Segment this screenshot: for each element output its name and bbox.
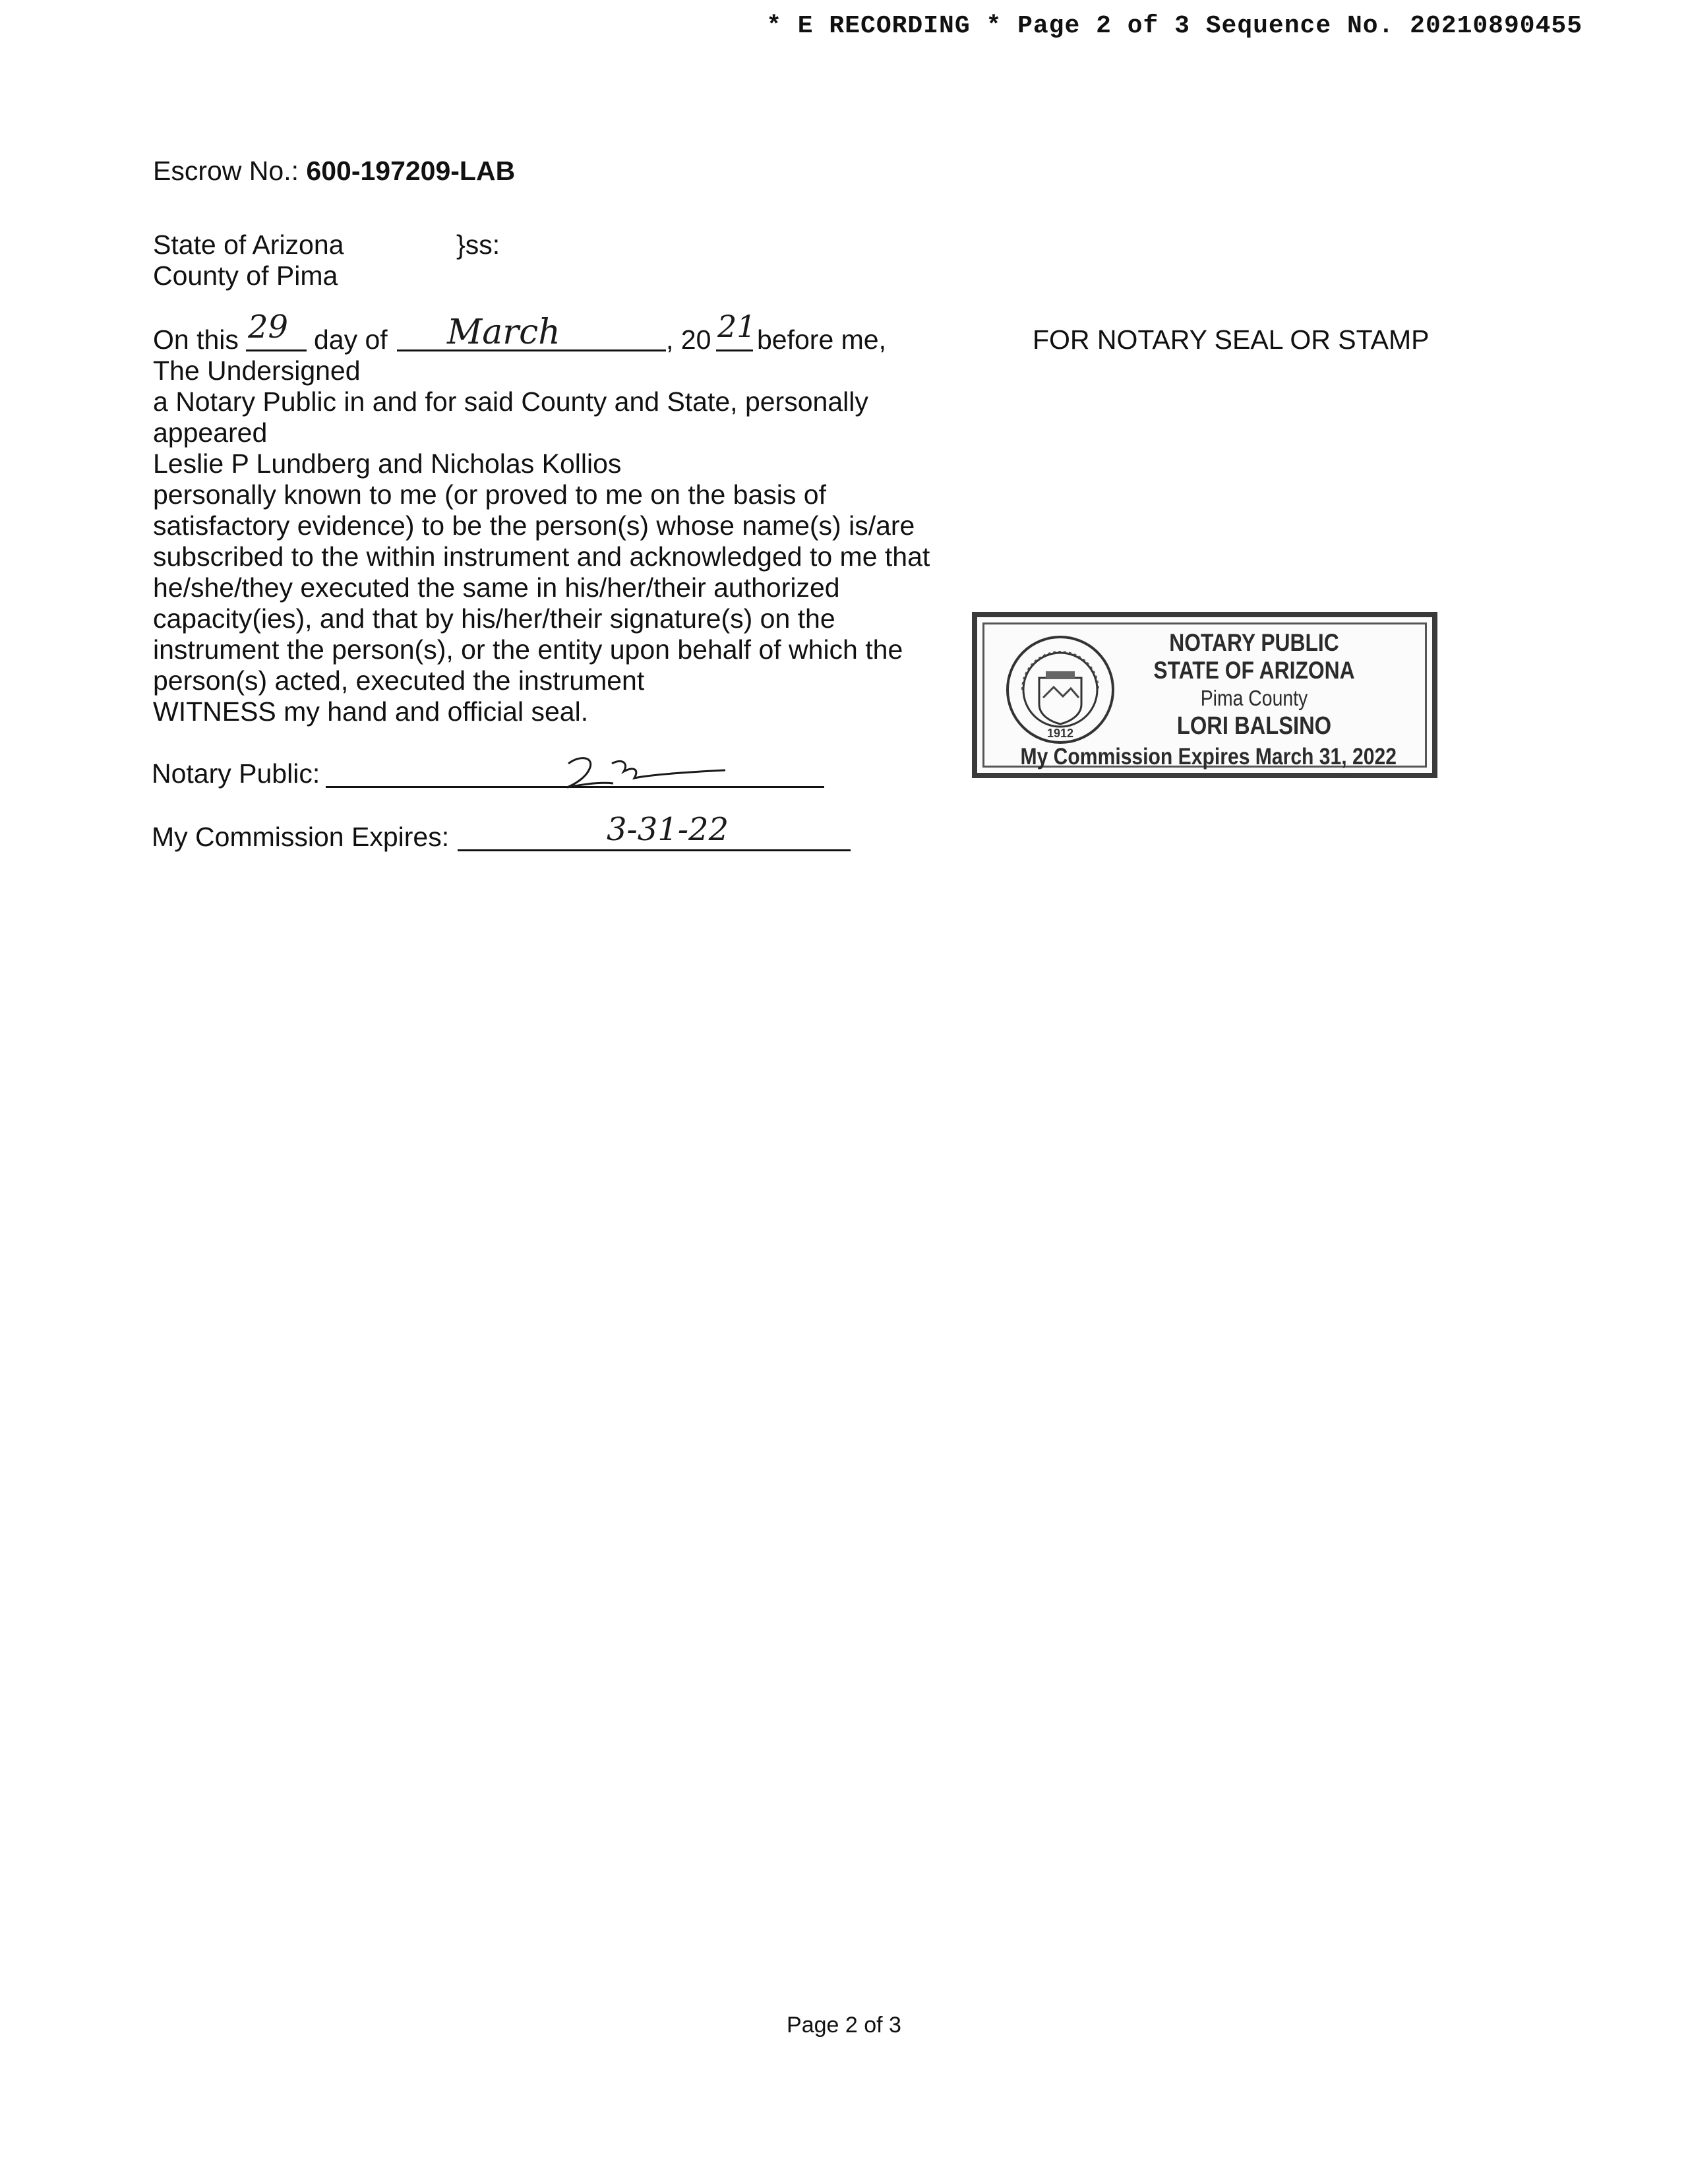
notary-signature xyxy=(560,749,732,795)
ack-line-5: satisfactory evidence) to be the person(s) whose name(s) is/are xyxy=(153,510,915,541)
month-handwritten: March xyxy=(447,313,560,352)
stamp-caption: FOR NOTARY SEAL OR STAMP xyxy=(1033,324,1430,355)
recording-header: * E RECORDING * Page 2 of 3 Sequence No. 20210890455 xyxy=(766,12,1582,40)
day-handwritten: 29 xyxy=(248,309,289,346)
commission-label: My Commission Expires: xyxy=(152,822,450,852)
stamp-county: Pima County xyxy=(1200,686,1308,710)
notary-officer: The Undersigned xyxy=(153,355,361,386)
stamp-commission: My Commission Expires March 31, 2022 xyxy=(1020,744,1397,770)
signer-names: Leslie P Lundberg and Nicholas Kollios xyxy=(153,448,622,479)
ack-line-1: a Notary Public in and for said County and State, personally xyxy=(153,386,868,417)
ack-line-4: personally known to me (or proved to me on the basis of xyxy=(153,479,826,510)
notary-public-label: Notary Public: xyxy=(152,758,320,789)
ack-line-9: instrument the person(s), or the entity upon behalf of which the xyxy=(153,634,903,665)
page-footer: Page 2 of 3 xyxy=(787,2013,901,2038)
year-prefix: , 20 xyxy=(666,324,711,355)
escrow-number: 600-197209-LAB xyxy=(306,156,516,186)
before-me: before me, xyxy=(757,324,886,355)
escrow-label: Escrow No.: xyxy=(153,156,299,186)
venue-ss: }ss: xyxy=(456,229,500,260)
ack-line-8: capacity(ies), and that by his/her/their signature(s) on the xyxy=(153,603,835,634)
day-of-label: day of xyxy=(314,324,388,355)
commission-handwritten: 3-31-22 xyxy=(607,811,729,848)
commission-line xyxy=(458,849,851,851)
on-this-label: On this xyxy=(153,324,239,355)
year-blank xyxy=(716,349,753,351)
venue-county: County of Pima xyxy=(153,260,338,291)
day-blank xyxy=(246,349,307,351)
svg-text:1912: 1912 xyxy=(1046,727,1074,740)
stamp-notary-name: LORI BALSINO xyxy=(1176,712,1332,740)
arizona-seal-icon xyxy=(1002,632,1118,748)
stamp-state: STATE OF ARIZONA xyxy=(1153,657,1355,684)
year-handwritten: 21 xyxy=(717,309,756,344)
ack-line-6: subscribed to the within instrument and acknowledged to me that xyxy=(153,541,930,572)
notary-stamp xyxy=(972,612,1437,778)
ack-line-10: person(s) acted, executed the instrument xyxy=(153,665,645,696)
escrow-line xyxy=(153,156,515,187)
venue-state: State of Arizona xyxy=(153,229,344,260)
witness-line: WITNESS my hand and official seal. xyxy=(153,696,589,727)
stamp-title: NOTARY PUBLIC xyxy=(1169,629,1339,656)
ack-line-2: appeared xyxy=(153,417,268,448)
ack-line-7: he/she/they executed the same in his/her/their authorized xyxy=(153,572,840,603)
